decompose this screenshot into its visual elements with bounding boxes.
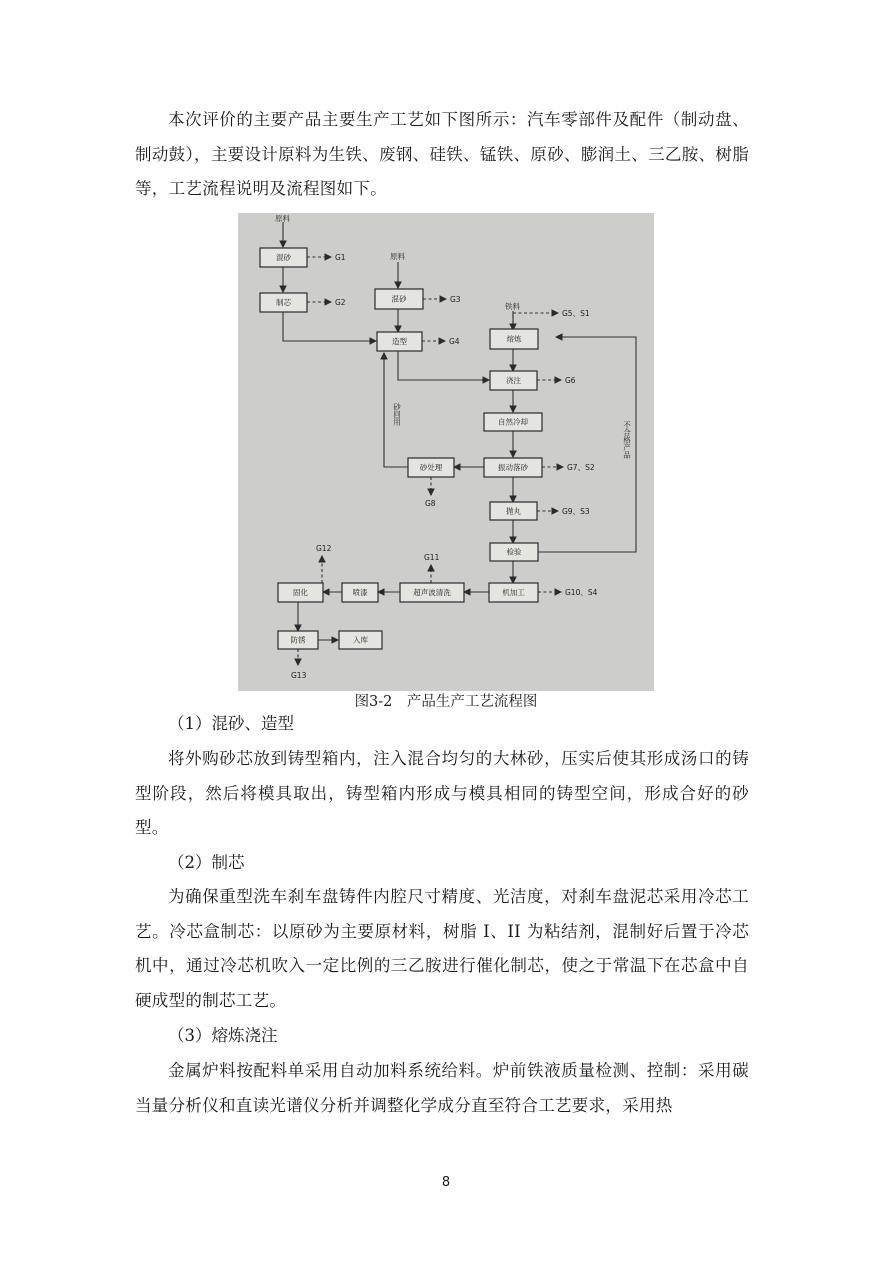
section-heading-2: （2）制芯 xyxy=(168,853,245,872)
svg-text:抛丸: 抛丸 xyxy=(506,506,521,516)
node-shot-blasting xyxy=(490,502,537,520)
node-rust-prevention xyxy=(278,631,318,649)
label-rejected-product: 不合格产品 xyxy=(622,421,632,459)
svg-text:造型: 造型 xyxy=(392,337,407,346)
node-inspection xyxy=(490,543,538,561)
label-raw-material-2: 原料 xyxy=(390,252,405,261)
node-molding xyxy=(377,332,422,351)
node-curing xyxy=(278,583,323,602)
svg-text:混砂: 混砂 xyxy=(276,253,291,262)
label-sand-reuse: 砂回用 xyxy=(392,403,402,426)
svg-text:浇注: 浇注 xyxy=(506,376,521,385)
node-mix-sand-1 xyxy=(260,248,307,267)
label-g13: G13 xyxy=(291,671,307,680)
node-sand-treatment xyxy=(408,458,454,477)
node-pouring xyxy=(490,371,537,390)
process-flowchart xyxy=(238,213,654,691)
svg-text:喷漆: 喷漆 xyxy=(352,588,368,597)
svg-text:防锈: 防锈 xyxy=(290,635,306,645)
label-g10-s4: G10、S4 xyxy=(565,588,598,597)
svg-text:熔炼: 熔炼 xyxy=(506,334,522,344)
node-mix-sand-2 xyxy=(375,289,423,309)
svg-text:入库: 入库 xyxy=(353,635,368,645)
node-core-making xyxy=(260,293,307,312)
label-g1: G1 xyxy=(335,253,346,262)
node-spray-painting xyxy=(342,583,378,602)
section-heading-3: （3）熔炼浇注 xyxy=(168,1026,278,1045)
svg-text:自然冷却: 自然冷却 xyxy=(498,417,528,427)
intro-paragraph: 本次评价的主要产品主要生产工艺如下图所示：汽车零部件及配件（制动盘、制动鼓），主要设计原料为生铁、废钢、硅铁、锰铁、原砂、膨润土、三乙胺、树脂等，工艺流程说明及流程图如下。 xyxy=(135,110,749,198)
label-g4: G4 xyxy=(449,337,460,346)
label-g9-s3: G9、S3 xyxy=(562,507,590,516)
svg-text:超声波清洗: 超声波清洗 xyxy=(413,588,451,597)
label-g11: G11 xyxy=(424,553,440,562)
label-g12: G12 xyxy=(316,544,332,553)
label-g6: G6 xyxy=(565,376,576,385)
section-heading-1: （1）混砂、造型 xyxy=(168,714,294,733)
label-g5-s1: G5、S1 xyxy=(562,309,590,318)
label-raw-material-1: 原料 xyxy=(275,214,290,223)
label-g2: G2 xyxy=(335,298,346,307)
label-g3: G3 xyxy=(450,295,461,304)
node-melting xyxy=(490,329,538,349)
svg-text:机加工: 机加工 xyxy=(502,588,525,597)
label-iron-material: 铁料 xyxy=(505,302,520,311)
node-storage xyxy=(339,631,382,649)
section-text-2: 为确保重型洗车刹车盘铸件内腔尺寸精度、光洁度，对刹车盘泥芯采用冷芯工艺。冷芯盒制芯：以原砂为主要原材料，树脂 I、II 为粘结剂，混制好后置于冷芯机中，通过冷芯机吹入一定比例的三乙胺进行催化制芯，使之于常温下在芯盒中自硬成型的制芯工艺。 xyxy=(135,887,749,1010)
label-g7-s2: G7、S2 xyxy=(567,463,595,472)
node-ultrasonic-cleaning xyxy=(400,583,464,602)
svg-text:砂处理: 砂处理 xyxy=(419,463,443,472)
svg-text:振动落砂: 振动落砂 xyxy=(498,463,528,472)
svg-text:制芯: 制芯 xyxy=(276,298,291,307)
node-shakeout xyxy=(484,458,542,477)
figure-caption: 图3-2 产品生产工艺流程图 xyxy=(354,694,538,710)
node-machining xyxy=(489,583,538,602)
node-natural-cooling xyxy=(484,413,542,431)
section-text-1: 将外购砂芯放到铸型箱内，注入混合均匀的大林砂，压实后使其形成汤口的铸型阶段，然后将模具取出，铸型箱内形成与模具相同的铸型空间，形成合好的砂型。 xyxy=(135,749,749,837)
page-number: 8 xyxy=(441,1175,451,1190)
svg-text:混砂: 混砂 xyxy=(391,294,407,304)
flowchart-photo xyxy=(238,213,654,691)
section-text-3: 金属炉料按配料单采用自动加料系统给料。炉前铁液质量检测、控制：采用碳当量分析仪和直读光谱仪分析并调整化学成分直至符合工艺要求，采用热 xyxy=(135,1061,749,1115)
svg-text:固化: 固化 xyxy=(293,588,308,597)
label-g8: G8 xyxy=(425,499,436,508)
svg-text:检验: 检验 xyxy=(506,547,522,557)
